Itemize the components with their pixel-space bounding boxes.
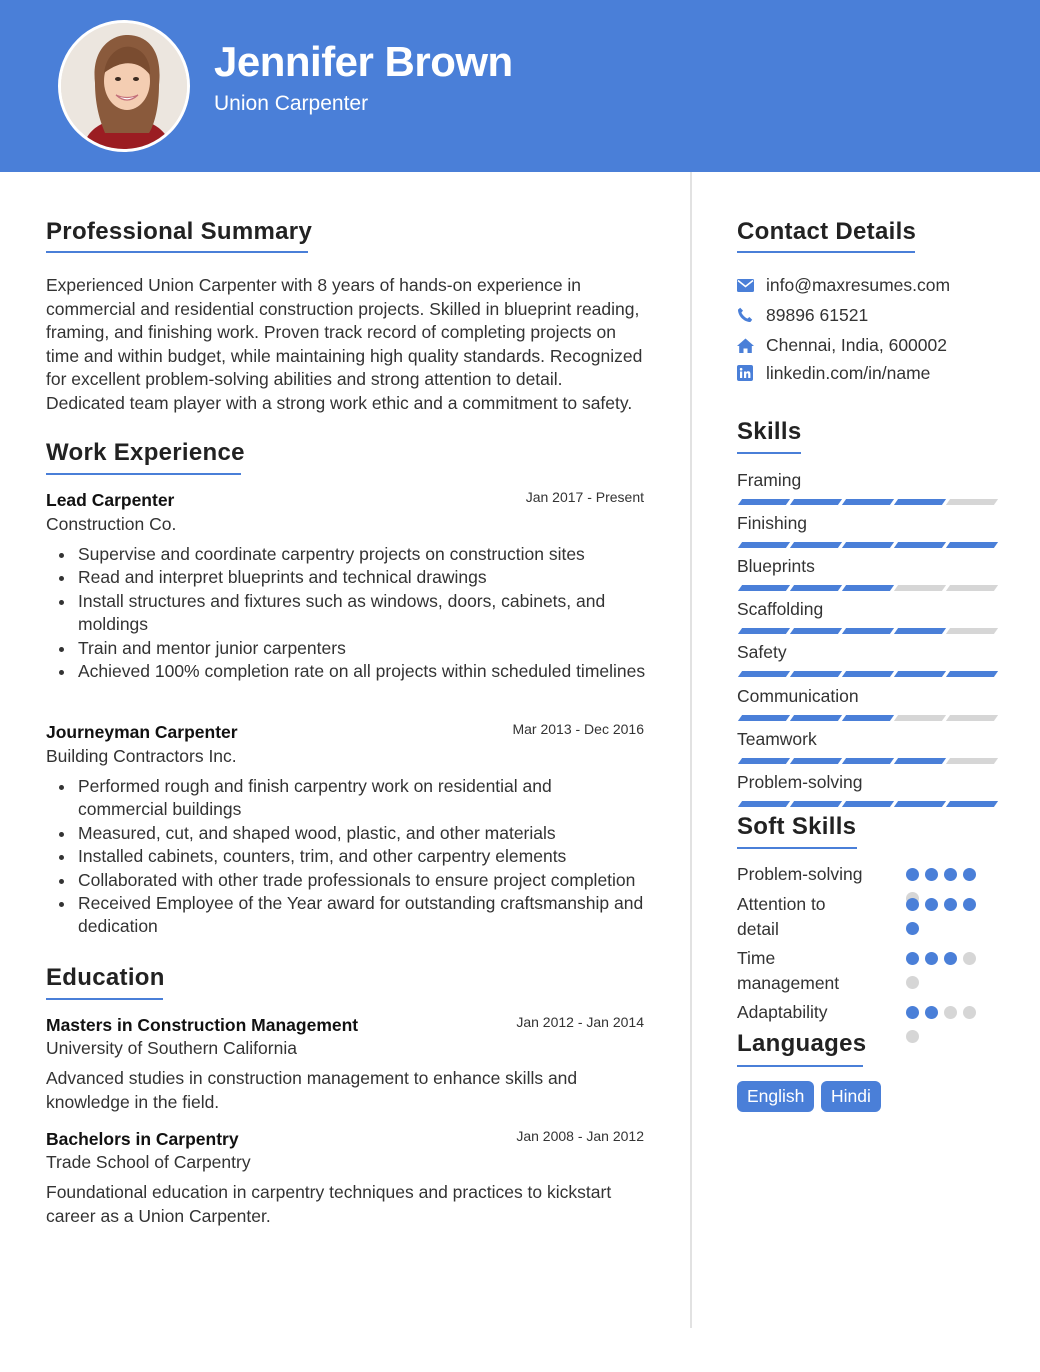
job-bullets [46,775,646,939]
skill-level-segment [738,758,790,764]
skill-name: Scaffolding [737,599,824,620]
skill-level-segment [790,758,842,764]
envelope-icon [737,279,766,292]
section-title-education: Education [46,964,165,991]
rating-dot [944,868,957,881]
contact-text: Chennai, India, 600002 [766,334,947,355]
skill-name: Communication [737,685,859,706]
skill-level-segment [842,671,894,677]
skill-name: Problem-solving [737,771,863,792]
skill-level-segment [894,715,946,721]
list-item: Achieved 100% completion rate on all projects within scheduled timelines [46,660,646,683]
rating-dot [906,898,919,911]
skill-level-segment [894,801,946,807]
education-date: Jan 2012 - Jan 2014 [516,1014,644,1030]
skill-name: Safety [737,642,787,663]
contact-address [737,333,947,357]
section-underline [737,251,915,253]
degree-title: Bachelors in Carpentry [46,1129,239,1149]
job-bullets [46,543,646,683]
skill-level-segment [894,628,946,634]
list-item: Read and interpret blueprints and technical drawings [46,566,646,589]
skill-level-segment [946,671,998,677]
profile-photo [58,20,190,152]
skill-level-segment [946,801,998,807]
list-item: Received Employee of the Year award for outstanding craftsmanship and dedication [46,892,646,939]
skill-level-segment [738,542,790,548]
section-underline [737,1065,863,1067]
skill-level-segment [946,499,998,505]
home-icon [737,338,766,353]
section-underline [737,452,801,454]
skill-level-bar [740,585,996,591]
candidate-name: Jennifer Brown [214,38,513,85]
skill-level-segment [946,542,998,548]
section-title-experience: Work Experience [46,439,245,466]
skill-level-segment [790,801,842,807]
rating-dot [906,976,919,989]
section-underline [46,998,163,1000]
soft-skill-name: Attention to detail [737,894,826,939]
section-title-soft-skills: Soft Skills [737,813,857,840]
list-item: Install structures and fixtures such as windows, doors, cabinets, and moldings [46,590,646,637]
contact-phone[interactable] [737,303,868,327]
list-item: Performed rough and finish carpentry work on residential and commercial buildings [46,775,646,822]
rating-dot [906,922,919,935]
skill-level-segment [842,542,894,548]
job-title: Journeyman Carpenter [46,722,238,742]
skill-level-segment [946,758,998,764]
education-description: Foundational education in carpentry techniques and practices to kickstart career as a Union Carpenter. [46,1182,612,1226]
list-item: Train and mentor junior carpenters [46,637,646,660]
skill-level-segment [842,628,894,634]
list-item: Collaborated with other trade professionals to ensure project completion [46,869,646,892]
rating-dot [906,868,919,881]
contact-text: info@maxresumes.com [766,274,951,295]
rating-dot [925,1006,938,1019]
skill-level-bar [740,542,996,548]
section-title-contact: Contact Details [737,218,917,245]
rating-dot [944,1006,957,1019]
skill-level-segment [738,585,790,591]
skill-name: Finishing [737,513,808,534]
skill-level-segment [790,585,842,591]
skill-level-bar [740,801,996,807]
skill-level-segment [842,715,894,721]
rating-dot [906,1006,919,1019]
job-company: Construction Co. [46,514,177,534]
skill-level-segment [738,671,790,677]
school-name: University of Southern California [46,1038,297,1058]
skill-level-segment [790,542,842,548]
list-item: Supervise and coordinate carpentry projects on construction sites [46,543,646,566]
rating-dot [925,868,938,881]
job-company: Building Contractors Inc. [46,746,237,766]
phone-icon [737,307,766,323]
portrait-icon [61,23,190,152]
skill-level-segment [946,628,998,634]
skill-name: Blueprints [737,556,815,577]
soft-skill-rating [906,952,978,989]
skill-level-segment [738,715,790,721]
skill-level-segment [738,801,790,807]
skill-level-segment [894,585,946,591]
skill-name: Framing [737,470,802,490]
section-underline [46,251,308,253]
school-name: Trade School of Carpentry [46,1152,251,1172]
contact-text: 89896 61521 [766,304,869,325]
contact-email[interactable] [737,273,950,297]
soft-skill-rating [906,898,978,935]
section-title-skills: Skills [737,418,802,445]
section-title-summary: Professional Summary [46,218,313,245]
soft-skill-name: Problem-solving [737,864,863,884]
job-title: Lead Carpenter [46,490,175,510]
rating-dot [906,952,919,965]
summary-text: Experienced Union Carpenter with 8 years of hands-on experience in commercial and residential construction projects. Skilled in blueprint reading, framing, and finishing work. Proven track record of completing projects on time and within budget, while maintaining high quality standards. Recognized for excellent problem-solving abilities and strong attention to detail. Dedicated team player with a strong work ethic and a commitment to safety. [46,275,643,413]
skill-level-bar [740,499,996,505]
job-date: Mar 2013 - Dec 2016 [512,721,644,737]
education-description: Advanced studies in construction management to enhance skills and knowledge in the field. [46,1068,578,1112]
skill-level-segment [842,499,894,505]
skill-level-segment [946,585,998,591]
skill-level-segment [842,758,894,764]
skill-level-segment [790,628,842,634]
skill-level-segment [842,801,894,807]
rating-dot [906,1030,919,1043]
section-underline [46,473,241,475]
skill-level-segment [790,499,842,505]
skill-level-segment [790,715,842,721]
skill-level-segment [894,758,946,764]
skill-level-bar [740,715,996,721]
contact-linkedin[interactable] [737,361,930,385]
candidate-title: Union Carpenter [214,92,369,115]
soft-skill-name: Adaptability [737,1002,828,1022]
language-badge: Hindi [821,1081,881,1112]
skill-level-bar [740,628,996,634]
rating-dot [963,868,976,881]
soft-skill-name: Time management [737,948,840,993]
skill-level-bar [740,671,996,677]
rating-dot [963,952,976,965]
skill-level-segment [790,671,842,677]
rating-dot [963,1006,976,1019]
skill-level-segment [894,671,946,677]
skill-level-segment [738,499,790,505]
rating-dot [925,952,938,965]
column-divider [690,172,692,1328]
skill-level-segment [894,499,946,505]
section-title-languages: Languages [737,1030,867,1057]
linkedin-icon [737,365,766,381]
skill-level-segment [738,628,790,634]
list-item: Installed cabinets, counters, trim, and other carpentry elements [46,845,646,868]
skill-level-segment [842,585,894,591]
skill-level-bar [740,758,996,764]
section-underline [737,847,857,849]
education-date: Jan 2008 - Jan 2012 [516,1128,644,1144]
rating-dot [963,898,976,911]
degree-title: Masters in Construction Management [46,1015,359,1035]
rating-dot [944,952,957,965]
skill-name: Teamwork [737,728,817,749]
list-item: Measured, cut, and shaped wood, plastic, and other materials [46,822,646,845]
contact-text: linkedin.com/in/name [766,362,931,383]
language-badge: English [737,1081,814,1112]
skill-level-segment [894,542,946,548]
rating-dot [944,898,957,911]
soft-skill-rating [906,1006,978,1043]
rating-dot [925,898,938,911]
job-date: Jan 2017 - Present [525,489,644,505]
skill-level-segment [946,715,998,721]
header-banner [0,0,1040,172]
